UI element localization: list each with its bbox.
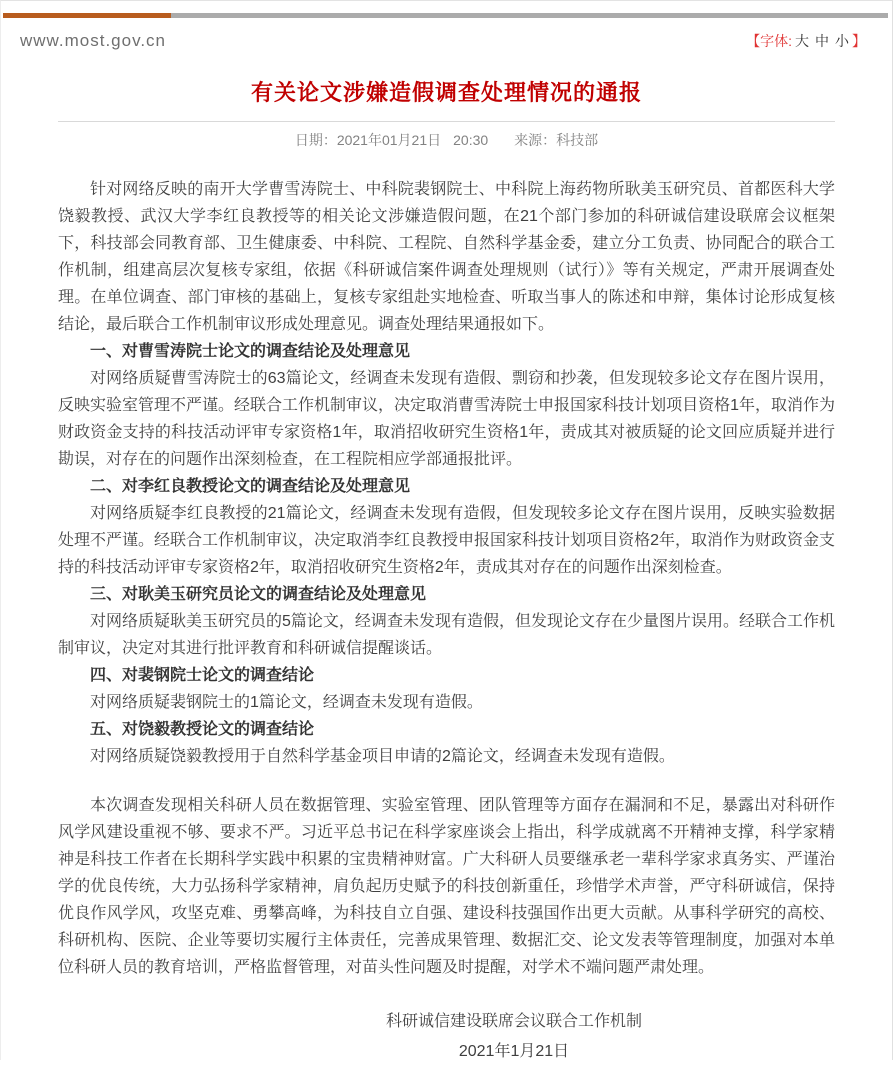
article-meta	[58, 122, 835, 150]
site-url: www.most.gov.cn	[20, 31, 167, 50]
section-2-heading: 二、对李红良教授论文的调查结论及处理意见	[90, 478, 411, 495]
meta-source: 科技部	[556, 132, 599, 148]
section-4-heading: 四、对裴钢院士论文的调查结论	[90, 667, 315, 684]
signature-name: 科研诚信建设联席会议联合工作机制	[385, 1013, 642, 1030]
font-size-medium-link[interactable]: 中	[815, 33, 829, 49]
font-size-small-link[interactable]: 小	[835, 33, 849, 49]
accent-bar-orange	[3, 13, 171, 18]
font-selector-suffix: 】	[852, 33, 866, 49]
meta-date: 2021年01月21日	[336, 132, 442, 148]
section-1-heading: 一、对曹雪涛院士论文的调查结论及处理意见	[90, 343, 411, 360]
section-4-body: 对网络质疑裴钢院士的1篇论文，经调查未发现有造假。	[90, 694, 483, 711]
meta-source-label: 来源：	[514, 132, 557, 148]
closing-paragraph: 本次调查发现相关科研人员在数据管理、实验室管理、团队管理等方面存在漏洞和不足，暴露出对科研作风学风建设重视不够、要求不严。习近平总书记在科学家座谈会上指出，科学成就离不开精神支撑，科学家精神是科技工作者在长期科学实践中积累的宝贵精神财富。广大科研人员要继承老一辈科学家求真务实、严谨治学的优良传统，大力弘扬科学家精神，肩负起历史赋予的科技创新重任，珍惜学术声誉，严守科研诚信，保持优良作风学风，攻坚克难、勇攀高峰，为科技自立自强、建设科技强国作出更大贡献。从事科学研究的高校、科研机构、医院、企业等要切实履行主体责任，完善成果管理、数据汇交、论文发表等管理制度，加强对本单位科研人员的教育培训，严格监督管理，对苗头性问题及时提醒，对学术不端问题严肃处理。	[58, 797, 835, 976]
font-selector-prefix: 【字体:	[746, 33, 792, 49]
site-header	[1, 18, 892, 51]
accent-bar-gray	[171, 13, 888, 18]
signature-block	[58, 1007, 835, 1067]
page-title: 有关论文涉嫌造假调查处理情况的通报	[250, 80, 642, 105]
section-2-body: 对网络质疑李红良教授的21篇论文，经调查未发现有造假，但发现较多论文存在图片误用，反映实验数据处理不严谨。经联合工作机制审议，决定取消李红良教授申报国家科技计划项目资格2年，取消作为财政资金支持的科技活动评审专家资格2年，取消招收研究生资格2年，责成其对存在的问题作出深刻检查。	[58, 505, 835, 576]
section-3-body: 对网络质疑耿美玉研究员的5篇论文，经调查未发现有造假，但发现论文存在少量图片误用。经联合工作机制审议，决定对其进行批评教育和科研诚信提醒谈话。	[58, 613, 835, 657]
meta-time: 20:30	[453, 132, 489, 148]
font-size-large-link[interactable]: 大	[795, 33, 809, 49]
header-accent-bar	[3, 13, 888, 18]
font-size-selector	[746, 25, 866, 51]
section-5-body: 对网络质疑饶毅教授用于自然科学基金项目申请的2篇论文，经调查未发现有造假。	[90, 748, 675, 765]
article-content	[58, 176, 835, 1067]
section-3-heading: 三、对耿美玉研究员论文的调查结论及处理意见	[90, 586, 427, 603]
section-5-heading: 五、对饶毅教授论文的调查结论	[90, 721, 315, 738]
article	[1, 76, 892, 1067]
signature-date: 2021年1月21日	[458, 1043, 570, 1060]
intro-paragraph: 针对网络反映的南开大学曹雪涛院士、中科院裴钢院士、中科院上海药物所耿美玉研究员、首都医科大学饶毅教授、武汉大学李红良教授等的相关论文涉嫌造假问题，在21个部门参加的科研诚信建设联席会议框架下，科技部会同教育部、卫生健康委、中科院、工程院、自然科学基金委，建立分工负责、协同配合的联合工作机制，组建高层次复核专家组，依据《科研诚信案件调查处理规则（试行）》等有关规定，严肃开展调查处理。在单位调查、部门审核的基础上，复核专家组赴实地检查、听取当事人的陈述和申辩，集体讨论形成复核结论，最后联合工作机制审议形成处理意见。调查处理结果通报如下。	[58, 181, 835, 333]
meta-date-label: 日期：	[294, 132, 337, 148]
section-1-body: 对网络质疑曹雪涛院士的63篇论文，经调查未发现有造假、剽窃和抄袭，但发现较多论文存在图片误用，反映实验室管理不严谨。经联合工作机制审议，决定取消曹雪涛院士申报国家科技计划项目资格1年，取消作为财政资金支持的科技活动评审专家资格1年，取消招收研究生资格1年，责成其对被质疑的论文回应质疑并进行勘误，对存在的问题作出深刻检查，在工程院相应学部通报批评。	[58, 370, 835, 468]
